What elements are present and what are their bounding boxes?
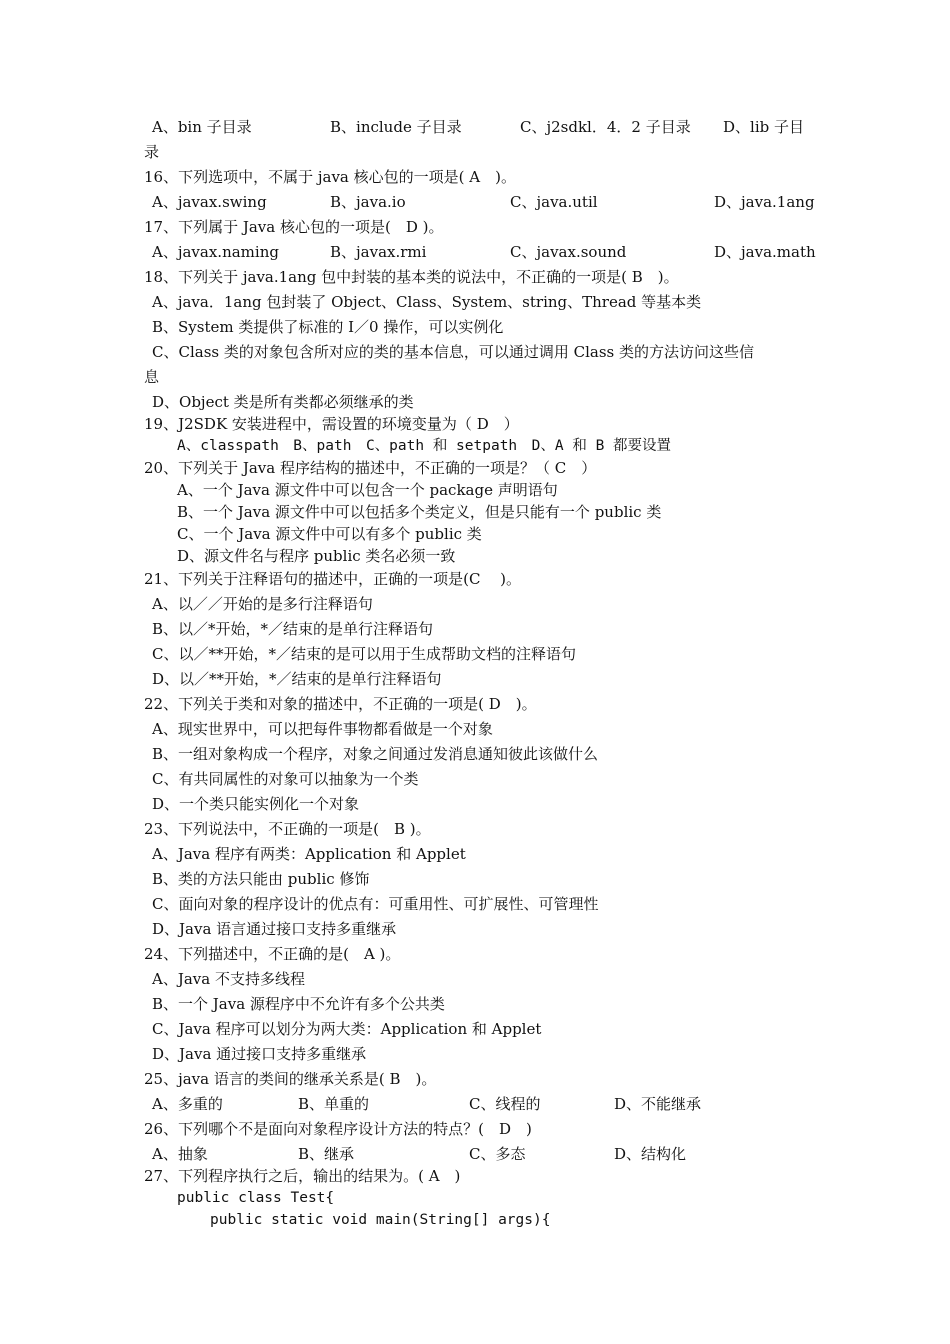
code-line: public class Test{ <box>177 1190 335 1206</box>
question-25: 25、java 语言的类间的继承关系是( B )。 <box>144 1070 437 1088</box>
option-line: A、classpath B、path C、path 和 setpath D、A 和 B 都要设置 <box>177 438 672 454</box>
option-line: D、Java 语言通过接口支持多重继承 <box>152 920 397 938</box>
question-24: 24、下列描述中，不正确的是( A )。 <box>144 945 401 963</box>
question-22: 22、下列关于类和对象的描述中，不正确的一项是( D )。 <box>144 695 537 713</box>
option-line: A、java．1ang 包封装了 Object、Class、System、string、Thread 等基本类 <box>152 293 702 311</box>
option-line: A、一个 Java 源文件中可以包含一个 package 声明语句 <box>177 481 558 499</box>
option-b: B、java.io <box>330 193 406 211</box>
option-line: A、Java 程序有两类：Application 和 Applet <box>152 845 466 863</box>
option-line: D、一个类只能实例化一个对象 <box>152 795 360 813</box>
option-c: C、j2sdkl．4．2 子目录 <box>520 118 691 136</box>
option-c: C、java.util <box>510 193 598 211</box>
option-line: B、一组对象构成一个程序，对象之间通过发消息通知彼此该做什么 <box>152 745 599 763</box>
question-26: 26、下列哪个不是面向对象程序设计方法的特点？( D ) <box>144 1120 532 1138</box>
code-line: public static void main(String[] args){ <box>210 1212 551 1228</box>
option-line: C、一个 Java 源文件中可以有多个 public 类 <box>177 525 482 543</box>
question-17: 17、下列属于 Java 核心包的一项是( D )。 <box>144 218 444 236</box>
option-line: C、Class 类的对象包含所对应的类的基本信息，可以通过调用 Class 类的方法访问这些信 <box>152 343 755 361</box>
option-b: B、javax.rmi <box>330 243 427 261</box>
question-21: 21、下列关于注释语句的描述中，正确的一项是(C )。 <box>144 570 522 588</box>
option-a: A、javax.swing <box>152 193 267 211</box>
option-b: B、继承 <box>298 1145 355 1163</box>
option-a: A、javax.naming <box>152 243 279 261</box>
option-line: C、以／**开始，*／结束的是可以用于生成帮助文档的注释语句 <box>152 645 576 663</box>
option-line: B、类的方法只能由 public 修饰 <box>152 870 370 888</box>
text-line: 录 <box>144 143 160 161</box>
option-d: D、java.1ang <box>714 193 815 211</box>
option-line: B、System 类提供了标准的 I／0 操作，可以实例化 <box>152 318 504 336</box>
option-a: A、抽象 <box>152 1145 208 1163</box>
option-a: A、bin 子目录 <box>152 118 252 136</box>
option-line: D、Object 类是所有类都必须继承的类 <box>152 393 414 411</box>
option-a: A、多重的 <box>152 1095 223 1113</box>
option-line: B、以／*开始，*／结束的是单行注释语句 <box>152 620 434 638</box>
option-line: C、Java 程序可以划分为两大类：Application 和 Applet <box>152 1020 542 1038</box>
question-23: 23、下列说法中，不正确的一项是( B )。 <box>144 820 431 838</box>
question-19: 19、J2SDK 安装进程中，需设置的环境变量为（ D ） <box>144 415 519 433</box>
option-line: A、以／／开始的是多行注释语句 <box>152 595 373 613</box>
question-27: 27、下列程序执行之后，输出的结果为。( A ) <box>144 1167 461 1185</box>
option-d: D、不能继承 <box>614 1095 702 1113</box>
option-b: B、单重的 <box>298 1095 370 1113</box>
option-b: B、include 子目录 <box>330 118 462 136</box>
option-line: D、Java 通过接口支持多重继承 <box>152 1045 367 1063</box>
option-line: A、现实世界中，可以把每件事物都看做是一个对象 <box>152 720 493 738</box>
option-d: D、结构化 <box>614 1145 687 1163</box>
text-line: 息 <box>144 368 160 386</box>
option-c: C、多态 <box>469 1145 526 1163</box>
option-line: A、Java 不支持多线程 <box>152 970 305 988</box>
option-line: D、源文件名与程序 public 类名必须一致 <box>177 547 456 565</box>
option-line: B、一个 Java 源文件中可以包括多个类定义，但是只能有一个 public 类 <box>177 503 662 521</box>
option-line: C、面向对象的程序设计的优点有：可重用性、可扩展性、可管理性 <box>152 895 599 913</box>
question-18: 18、下列关于 java.1ang 包中封装的基本类的说法中，不正确的一项是( B )。 <box>144 268 679 286</box>
question-16: 16、下列选项中，不属于 java 核心包的一项是( A )。 <box>144 168 516 186</box>
option-c: C、javax.sound <box>510 243 627 261</box>
option-c: C、线程的 <box>469 1095 541 1113</box>
option-d: D、lib 子目 <box>723 118 804 136</box>
option-line: B、一个 Java 源程序中不允许有多个公共类 <box>152 995 445 1013</box>
option-line: C、有共同属性的对象可以抽象为一个类 <box>152 770 419 788</box>
question-20: 20、下列关于 Java 程序结构的描述中，不正确的一项是？（ C ） <box>144 459 597 477</box>
option-line: D、以／**开始，*／结束的是单行注释语句 <box>152 670 442 688</box>
option-d: D、java.math <box>714 243 816 261</box>
